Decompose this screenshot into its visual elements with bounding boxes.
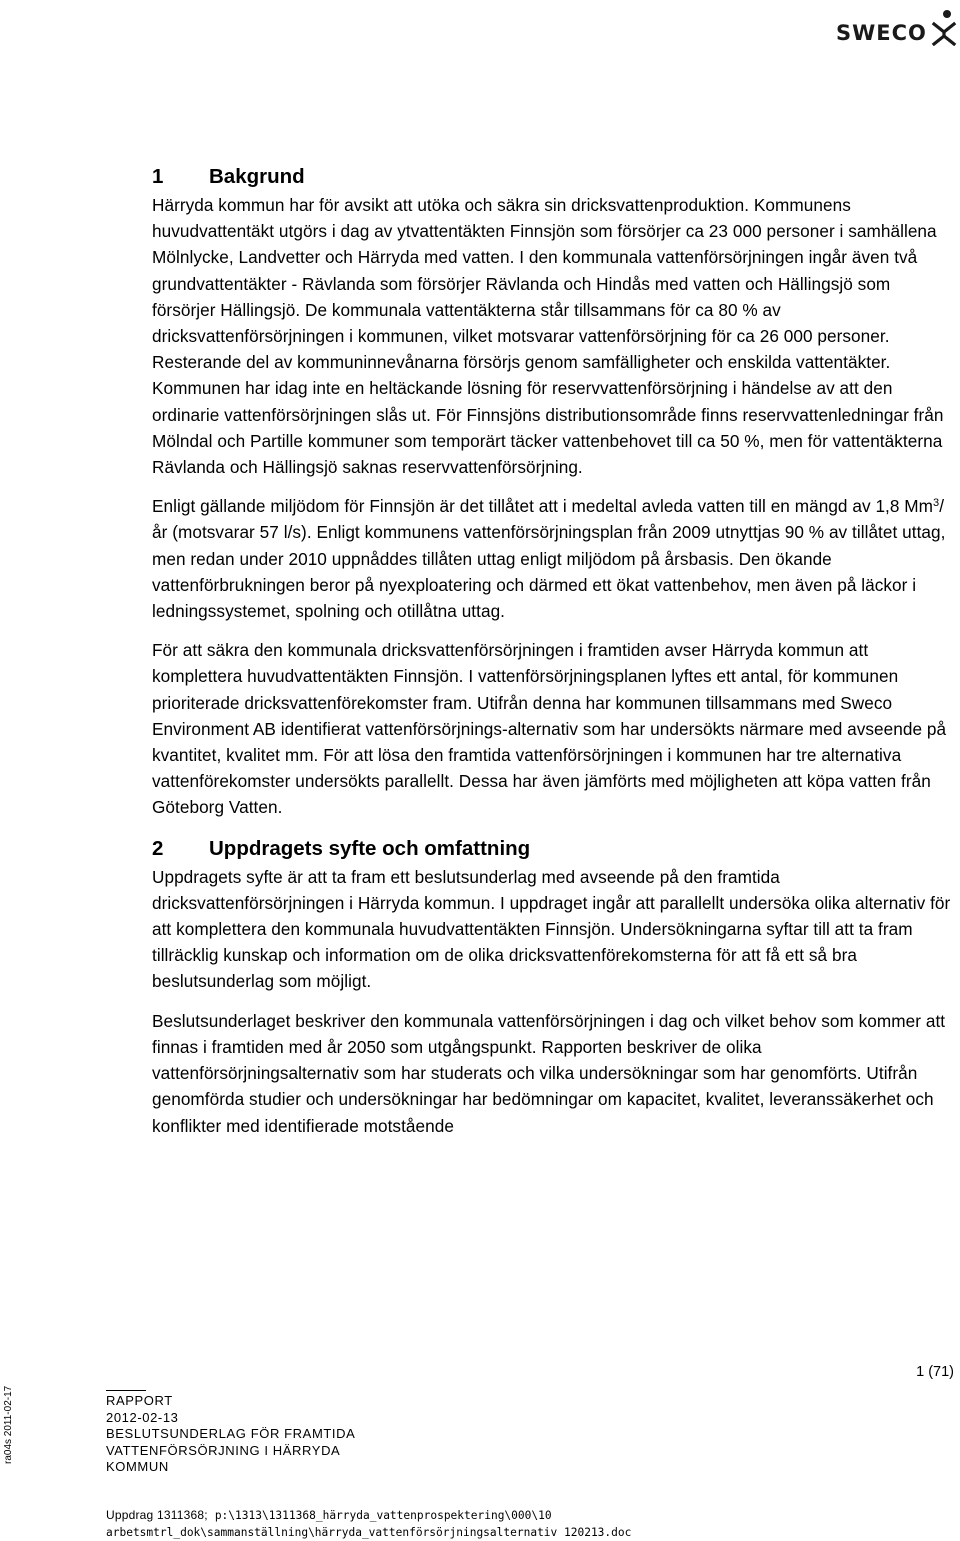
- section-title: Bakgrund: [209, 165, 305, 189]
- page-number: 1 (71): [916, 1364, 954, 1380]
- section-title: Uppdragets syfte och omfattning: [209, 837, 530, 861]
- superscript: 3: [933, 497, 939, 509]
- paragraph-text: /år (motsvarar 57 l/s). Enligt kommunens vattenförsörjningsplan från 2009 utnyttjas 90 % av tillåtet uttag, men redan under 2010 uppnåddes tillåten uttag enligt miljödom på årsbasis. Den ökande vattenförbrukningen beror på nyexploatering och därmed ett ökat vattenbehov, men även på läckor i ledningssystemet, spolning och otillåtna uttag.: [152, 496, 945, 621]
- section-heading-1: [152, 162, 954, 192]
- paragraph: För att säkra den kommunala dricksvattenförsörjningen i framtiden avser Härryda kommun att komplettera huvudvattentäkten Finnsjön. I vattenförsörjningsplanen lyftes ett antal, för kommunen prioriterade dricksvattenförekomster fram. Utifrån denna har kommunen tillsammans med Sweco Environment AB identifierat vattenförsörjnings-alternativ som har undersökts närmare med avseende på kvantitet, kvalitet mm. För att lösa den framtida vattenförsörjningen i kommunen har tre alternativa vattenförekomster undersökts parallellt. Dessa har även jämförts med möjligheten att köpa vatten från Göteborg Vatten.: [152, 637, 954, 820]
- logo-text: SWECO: [836, 21, 927, 45]
- report-title-line: BESLUTSUNDERLAG FÖR FRAMTIDA: [106, 1426, 355, 1443]
- side-code: ra04s 2011-02-17: [3, 1386, 14, 1464]
- paragraph: Beslutsunderlaget beskriver den kommunala vattenförsörjningen i dag och vilket behov som kommer att finnas i framtiden med år 2050 som utgångspunkt. Rapporten beskriver de olika vattenförsörjningsalternativ som har studerats och vilka undersökningar som har genomförts. Utifrån genomförda studier och undersökningar har bedömningar om kapacitet, kvalitet, leveranssäkerhet och konflikter med identifierade motstående: [152, 1008, 954, 1139]
- paragraph: Uppdragets syfte är att ta fram ett beslutsunderlag med avseende på den framtida dricksvattenförsörjningen i Härryda kommun. I uppdraget ingår att parallellt undersöka olika alternativ för att komplettera den kommunala huvudvattentäkten Finnsjön. Undersökningarna syftar till att ta fram tillräcklig kunskap och information om de olika dricksvattenförekomsterna för att få ett så bra beslutsunderlag som möjligt.: [152, 864, 954, 995]
- path-line: arbetsmtrl_dok\sammanställning\härryda_vattenförsörjningsalternativ 120213.doc: [106, 1525, 631, 1541]
- section-number: 1: [152, 165, 209, 189]
- paragraph: Härryda kommun har för avsikt att utöka och säkra sin dricksvattenproduktion. Kommunens huvudvattentäkt utgörs i dag av ytvattentäkten Finnsjön som försörjer ca 23 000 personer i samhällena Mölnlycke, Landvetter och Härryda med vatten. I den kommunala vattenförsörjningen ingår även två grundvattentäkter - Rävlanda som försörjer Rävlanda och Hindås med vatten och Hällingsjö som försörjer Hällingsjö. De kommunala vattentäkterna står tillsammans för ca 80 % av dricksvattenförsörjningen i kommunen, vilket motsvarar vattenförsörjning för ca 26 000 personer. Resterande del av kommuninnevånarna försörjs genom samfälligheter och enskilda vattentäkter. Kommunen har idag inte en heltäckande lösning för reservvattenförsörjning i händelse av att den ordinarie vattenförsörjningen slås ut. För Finnsjöns distributionsområde finns reservvattenledningar från Mölndal och Partille kommuner som temporärt täcker vattenbehovet till ca 50 %, men för vattentäkterna Rävlanda och Hällingsjö saknas reservvattenförsörjning.: [152, 192, 954, 480]
- report-date: 2012-02-13: [106, 1410, 355, 1427]
- document-path: [106, 1507, 631, 1541]
- paragraph-text: Enligt gällande miljödom för Finnsjön är det tillåtet att i medeltal avleda vatten till en mängd av 1,8 Mm: [152, 496, 933, 516]
- report-label: RAPPORT: [106, 1390, 146, 1410]
- paragraph: [152, 493, 954, 624]
- sweco-logo: [836, 6, 958, 46]
- path-line: p:\1313\1311368_härryda_vattenprospektering\000\10: [215, 1509, 552, 1522]
- report-info: [106, 1390, 355, 1476]
- sweco-figure-icon: [931, 8, 957, 46]
- assignment-label: Uppdrag 1311368;: [106, 1508, 208, 1522]
- report-title-line: VATTENFÖRSÖRJNING I HÄRRYDA: [106, 1443, 355, 1460]
- document-body: [152, 162, 954, 1152]
- report-title-line: KOMMUN: [106, 1459, 355, 1476]
- section-heading-2: [152, 834, 954, 864]
- section-number: 2: [152, 837, 209, 861]
